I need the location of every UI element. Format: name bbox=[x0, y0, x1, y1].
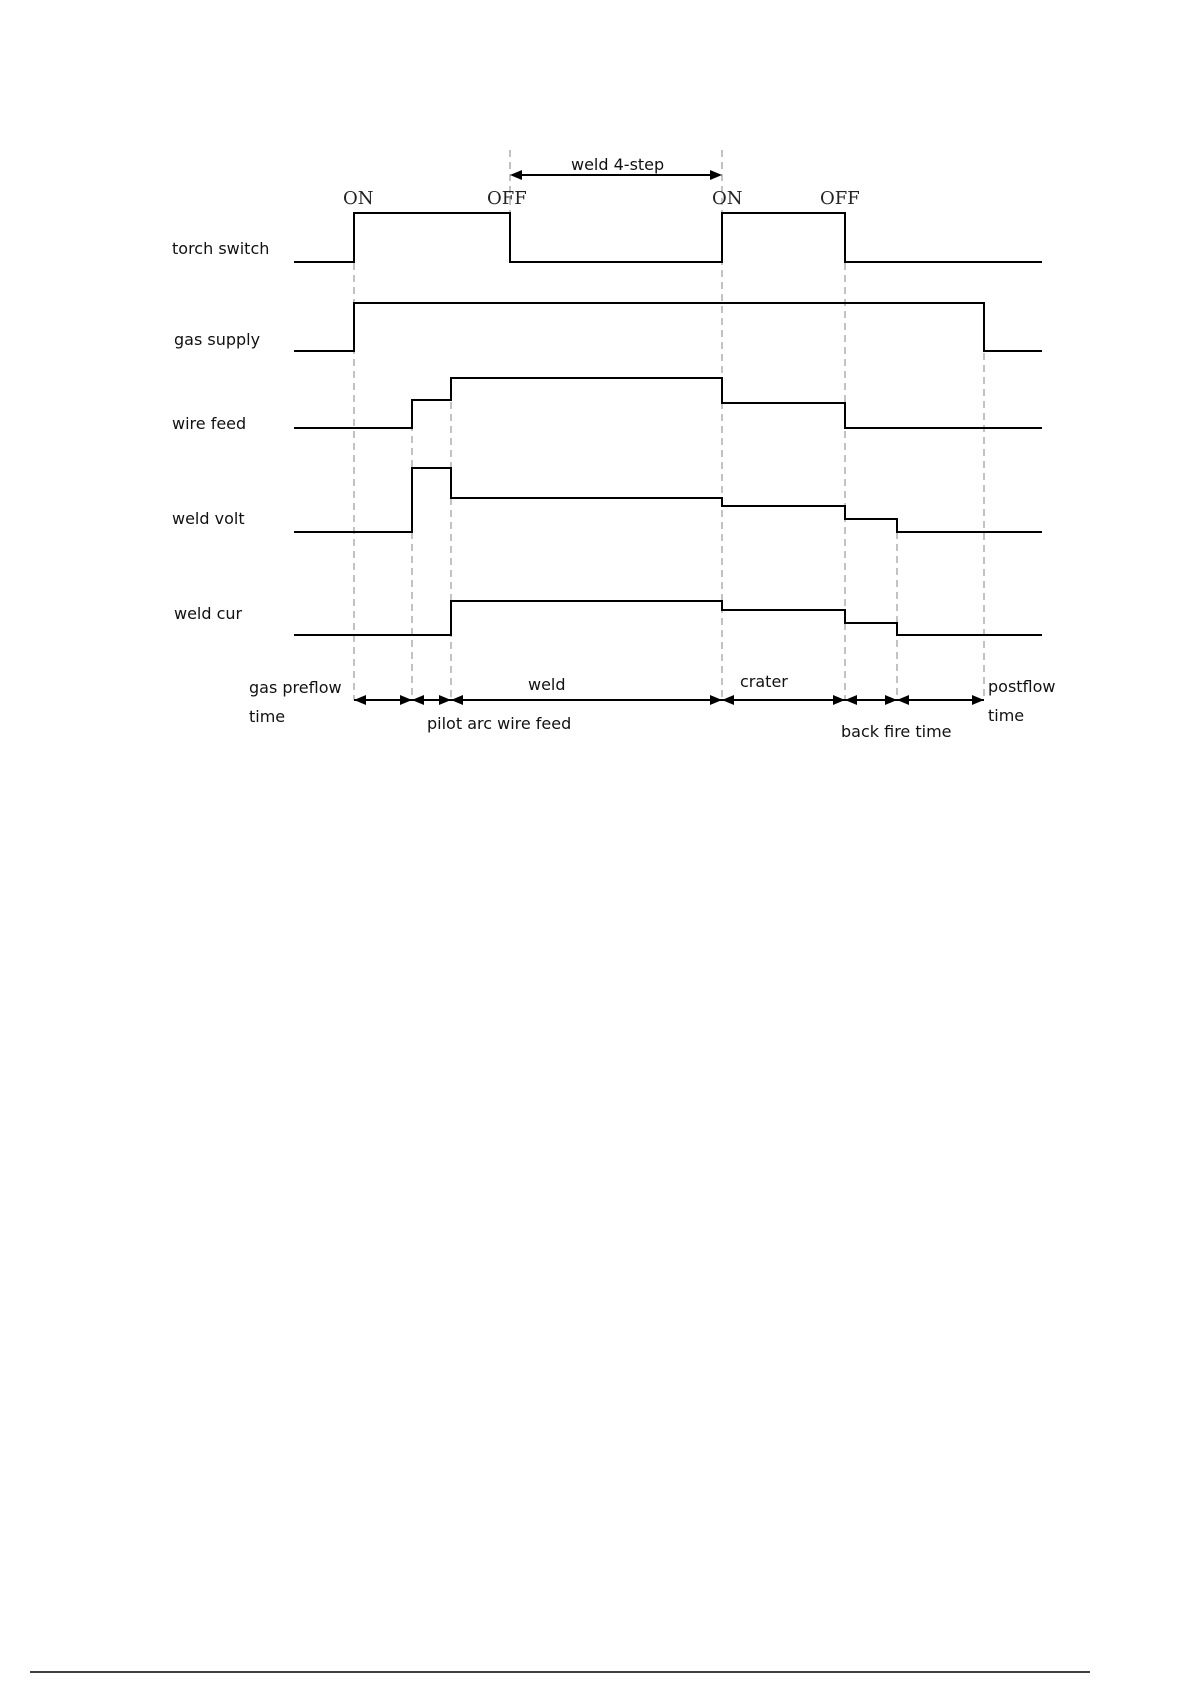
arrow-backfire-end bbox=[885, 695, 897, 705]
weld-volt-waveform bbox=[294, 468, 1042, 532]
weld-4-step-label: weld 4-step bbox=[571, 155, 665, 174]
torch-switch-waveform bbox=[294, 213, 1042, 262]
switch-mark-off-2: OFF bbox=[820, 188, 860, 209]
phase-label-postflow: postflow bbox=[988, 677, 1056, 696]
phase-label-postflow-time: time bbox=[988, 706, 1025, 725]
phase-label-weld: weld bbox=[528, 675, 566, 694]
wire-feed-waveform bbox=[294, 378, 1042, 428]
switch-mark-on-1: ON bbox=[343, 188, 374, 209]
weld-4-step-dimension bbox=[510, 155, 722, 180]
signal-label-wire-feed: wire feed bbox=[172, 414, 247, 433]
phase-label-back-fire-time: back fire time bbox=[841, 722, 952, 741]
timing-guides bbox=[354, 150, 984, 700]
gas-supply-waveform bbox=[294, 303, 1042, 351]
signal-label-weld-volt: weld volt bbox=[172, 509, 245, 528]
phase-dimensions bbox=[354, 695, 984, 705]
phase-label-gas-preflow: gas preflow bbox=[249, 678, 342, 697]
arrow-weld-end bbox=[710, 695, 722, 705]
switch-mark-on-2: ON bbox=[712, 188, 743, 209]
weld-cur-waveform bbox=[294, 601, 1042, 635]
signal-label-gas-supply: gas supply bbox=[174, 330, 261, 349]
arrow-crater-end bbox=[833, 695, 845, 705]
switch-mark-off-1: OFF bbox=[487, 188, 527, 209]
phase-label-crater: crater bbox=[740, 672, 788, 691]
arrow-crater-start bbox=[722, 695, 734, 705]
phase-label-gas-preflow-time: time bbox=[249, 707, 286, 726]
arrow-postflow-end bbox=[972, 695, 984, 705]
waveforms bbox=[294, 213, 1042, 635]
phase-label-pilot-arc-wire-feed: pilot arc wire feed bbox=[427, 714, 572, 733]
signal-label-weld-cur: weld cur bbox=[174, 604, 243, 623]
arrow-pilot-end bbox=[439, 695, 451, 705]
weld-4-step-arrow-left bbox=[510, 170, 522, 180]
arrow-pilot-start bbox=[412, 695, 424, 705]
arrow-preflow-end bbox=[400, 695, 412, 705]
switch-marks bbox=[343, 188, 860, 209]
arrow-preflow-start bbox=[354, 695, 366, 705]
arrow-postflow-start bbox=[897, 695, 909, 705]
arrow-weld-start bbox=[451, 695, 463, 705]
phase-labels bbox=[249, 672, 1056, 741]
signal-label-torch-switch: torch switch bbox=[172, 239, 270, 258]
weld-4-step-arrow-right bbox=[710, 170, 722, 180]
signal-labels bbox=[172, 239, 269, 623]
arrow-backfire-start bbox=[845, 695, 857, 705]
